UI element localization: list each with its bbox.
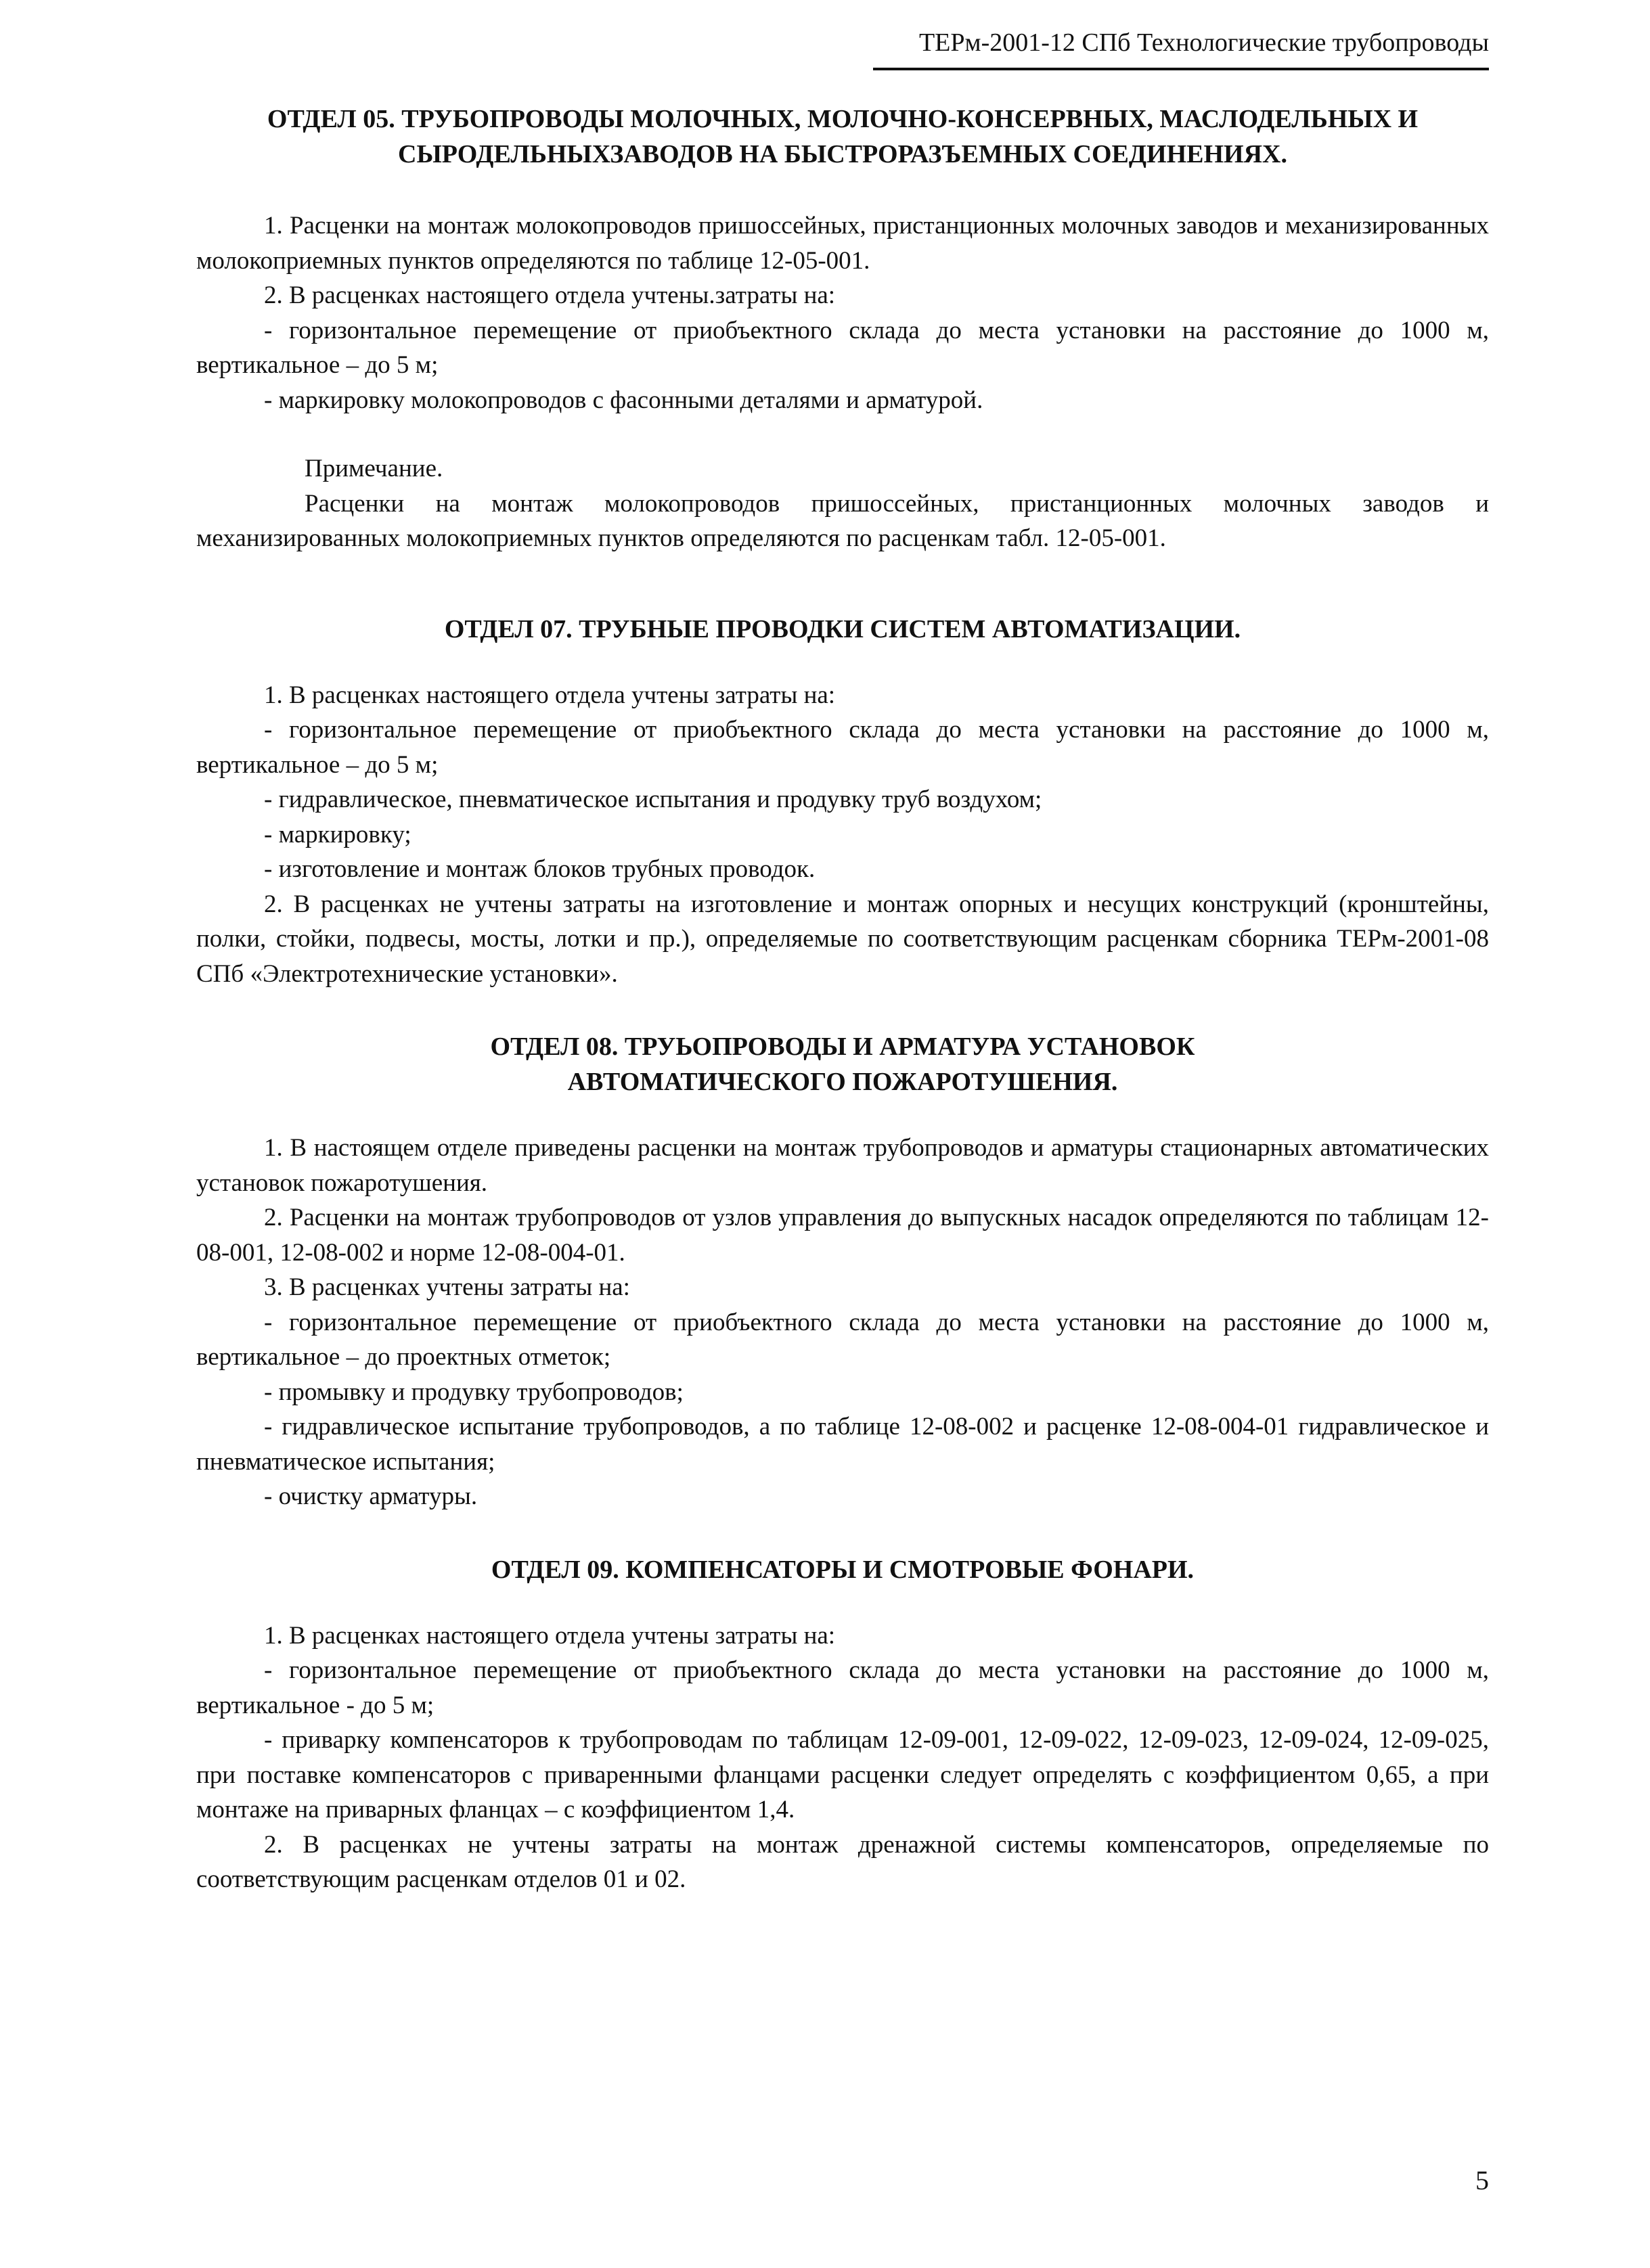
section-09-paragraph: 1. В расценках настоящего отдела учтены затраты на: <box>264 1621 836 1650</box>
section-07-paragraph: - изготовление и монтаж блоков трубных проводок. <box>264 855 816 883</box>
section-08-paragraph: - промывку и продувку трубопроводов; <box>264 1378 684 1406</box>
section-07-paragraph: 2. В расценках не учтены затраты на изготовление и монтаж опорных и несущих конструкций (кронштейны, полки, стойки, подвесы, мосты, лотки и пр.), определяемые по соответствующим расценкам сборника ТЕРм-2001-08 СПб «Электротехнические установки». <box>196 890 1489 988</box>
section-08 <box>196 1029 1489 1514</box>
section-07-paragraph: 1. В расценках настоящего отдела учтены затраты на: <box>264 681 836 709</box>
section-05-note-label: Примечание. <box>305 455 443 482</box>
section-08-paragraph: - горизонтальное перемещение от приобъектного склада до места установки на расстояние до 1000 м, вертикальное – до проектных отметок; <box>196 1308 1489 1371</box>
section-07-paragraph: - маркировку; <box>264 820 411 848</box>
section-09-title: ОТДЕЛ 09. КОМПЕНСАТОРЫ И СМОТРОВЫЕ ФОНАРИ. <box>491 1555 1195 1584</box>
section-08-paragraph: 3. В расценках учтены затраты на: <box>264 1273 630 1301</box>
section-05 <box>196 101 1489 556</box>
section-05-note-text: Расценки на монтаж молокопроводов пришоссейных, пристанционных молочных заводов и механизированных молокоприемных пунктов определяются по расценкам табл. 12-05-001. <box>196 489 1489 552</box>
section-05-paragraph: - маркировку молокопроводов с фасонными деталями и арматурой. <box>264 386 983 414</box>
section-07 <box>196 612 1489 992</box>
section-08-paragraph: - гидравлическое испытание трубопроводов, а по таблице 12-08-002 и расценке 12-08-004-01 гидравлическое и пневматическое испытания; <box>196 1413 1489 1476</box>
section-09-paragraph: 2. В расценках не учтены затраты на монтаж дренажной системы компенсаторов, определяемые по соответствующим расценкам отделов 01 и 02. <box>196 1830 1489 1893</box>
page-number: 5 <box>1475 2165 1489 2196</box>
running-header: ТЕРм-2001-12 СПб Технологические трубопроводы <box>918 28 1489 57</box>
section-09 <box>196 1552 1489 1897</box>
section-07-paragraph: - гидравлическое, пневматическое испытания и продувку труб воздухом; <box>264 786 1042 813</box>
section-05-paragraph: - горизонтальное перемещение от приобъектного склада до места установки на расстояние до 1000 м, вертикальное – до 5 м; <box>196 316 1489 379</box>
section-05-paragraph: 1. Расценки на монтаж молокопроводов пришоссейных, пристанционных молочных заводов и механизированных молокоприемных пунктов определяются по таблице 12-05-001. <box>196 212 1489 275</box>
section-09-paragraph: - приварку компенсаторов к трубопроводам по таблицам 12-09-001, 12-09-022, 12-09-023, 12-09-024, 12-09-025, при поставке компенсаторов с приваренными фланцами расценки следует определять с коэффициентом 0,65, а при монтаже на приварных фланцах – с коэффициентом 1,4. <box>196 1726 1489 1823</box>
section-07-paragraph: - горизонтальное перемещение от приобъектного склада до места установки на расстояние до 1000 м, вертикальное – до 5 м; <box>196 716 1489 779</box>
section-05-paragraph: 2. В расценках настоящего отдела учтены.затраты на: <box>264 281 836 309</box>
section-07-title: ОТДЕЛ 07. ТРУБНЫЕ ПРОВОДКИ СИСТЕМ АВТОМАТИЗАЦИИ. <box>444 614 1241 643</box>
header-rule <box>873 68 1489 70</box>
section-05-title: ОТДЕЛ 05. ТРУБОПРОВОДЫ МОЛОЧНЫХ, МОЛОЧНО-КОНСЕРВНЫХ, МАСЛОДЕЛЬНЫХ И СЫРОДЕЛЬНЫХЗАВОДОВ НА БЫСТРОРАЗЪЕМНЫХ СОЕДИНЕНИЯХ. <box>267 105 1419 168</box>
section-09-paragraph: - горизонтальное перемещение от приобъектного склада до места установки на расстояние до 1000 м, вертикальное - до 5 м; <box>196 1656 1489 1719</box>
section-08-paragraph: 2. Расценки на монтаж трубопроводов от узлов управления до выпускных насадок определяются по таблицам 12-08-001, 12-08-002 и норме 12-08-004-01. <box>196 1204 1489 1267</box>
section-08-paragraph: 1. В настоящем отделе приведены расценки на монтаж трубопроводов и арматуры стационарных автоматических установок пожаротушения. <box>196 1134 1489 1197</box>
section-08-paragraph: - очистку арматуры. <box>264 1482 478 1510</box>
section-08-title: ОТДЕЛ 08. ТРУЬОПРОВОДЫ И АРМАТУРА УСТАНОВОК АВТОМАТИЧЕСКОГО ПОЖАРОТУШЕНИЯ. <box>490 1033 1195 1096</box>
document-body <box>196 101 1489 1897</box>
